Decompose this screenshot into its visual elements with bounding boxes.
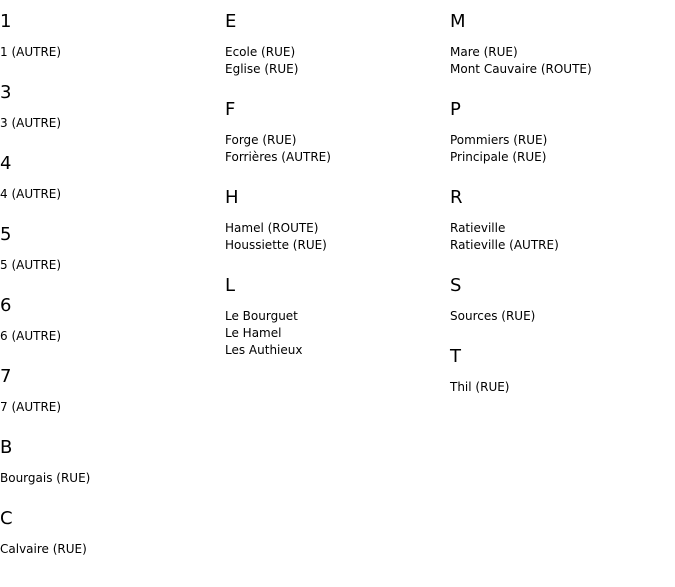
street-link[interactable]: Forge (RUE) (225, 133, 297, 147)
letter-heading: E (225, 11, 237, 32)
street-link[interactable]: Principale (RUE) (450, 150, 547, 164)
letter-heading: B (0, 437, 13, 458)
street-link[interactable]: 6 (AUTRE) (0, 329, 62, 343)
street-link[interactable]: Mare (RUE) (450, 45, 518, 59)
letter-heading: 3 (0, 82, 12, 103)
street-index-column-2 (225, 10, 445, 359)
street-link[interactable]: Pommiers (RUE) (450, 133, 548, 147)
street-link[interactable]: Bourgais (RUE) (0, 471, 91, 485)
letter-heading: 1 (0, 11, 12, 32)
letter-heading: M (450, 11, 466, 32)
street-link[interactable]: Calvaire (RUE) (0, 542, 87, 556)
street-link[interactable]: Ratieville (AUTRE) (450, 238, 559, 252)
letter-heading: H (225, 187, 239, 208)
letter-group-e (225, 10, 445, 78)
street-link[interactable]: 1 (AUTRE) (0, 45, 62, 59)
street-link[interactable]: Forrières (AUTRE) (225, 150, 331, 164)
letter-group-3 (0, 81, 220, 132)
street-link[interactable]: 5 (AUTRE) (0, 258, 62, 272)
street-link[interactable]: Eglise (RUE) (225, 62, 299, 76)
street-link[interactable]: Le Hamel (225, 326, 282, 340)
letter-group-p (450, 98, 670, 166)
letter-group-l (225, 274, 445, 359)
letter-heading: T (450, 346, 461, 367)
letter-heading: 6 (0, 295, 12, 316)
street-link[interactable]: Sources (RUE) (450, 309, 536, 323)
letter-heading: 4 (0, 153, 12, 174)
street-index-column-1 (0, 10, 220, 558)
street-link[interactable]: Hamel (ROUTE) (225, 221, 319, 235)
letter-heading: F (225, 99, 236, 120)
letter-heading: R (450, 187, 463, 208)
letter-group-r (450, 186, 670, 254)
letter-heading: 5 (0, 224, 12, 245)
street-link[interactable]: Ratieville (450, 221, 506, 235)
letter-group-7 (0, 365, 220, 416)
letter-group-5 (0, 223, 220, 274)
street-link[interactable]: 4 (AUTRE) (0, 187, 62, 201)
letter-group-h (225, 186, 445, 254)
letter-heading: L (225, 275, 236, 296)
letter-group-1 (0, 10, 220, 61)
letter-group-f (225, 98, 445, 166)
letter-group-t (450, 345, 670, 396)
letter-group-c (0, 507, 220, 558)
letter-heading: C (0, 508, 13, 529)
street-link[interactable]: Mont Cauvaire (ROUTE) (450, 62, 592, 76)
street-link[interactable]: Les Authieux (225, 343, 303, 357)
street-link[interactable]: Houssiette (RUE) (225, 238, 327, 252)
letter-heading: 7 (0, 366, 12, 387)
street-link[interactable]: 7 (AUTRE) (0, 400, 62, 414)
letter-heading: S (450, 275, 462, 296)
letter-group-s (450, 274, 670, 325)
street-link[interactable]: Thil (RUE) (450, 380, 510, 394)
street-index-column-3 (450, 10, 670, 396)
street-link[interactable]: Ecole (RUE) (225, 45, 296, 59)
letter-group-m (450, 10, 670, 78)
letter-group-4 (0, 152, 220, 203)
letter-heading: P (450, 99, 461, 120)
street-link[interactable]: Le Bourguet (225, 309, 298, 323)
letter-group-b (0, 436, 220, 487)
letter-group-6 (0, 294, 220, 345)
street-link[interactable]: 3 (AUTRE) (0, 116, 62, 130)
